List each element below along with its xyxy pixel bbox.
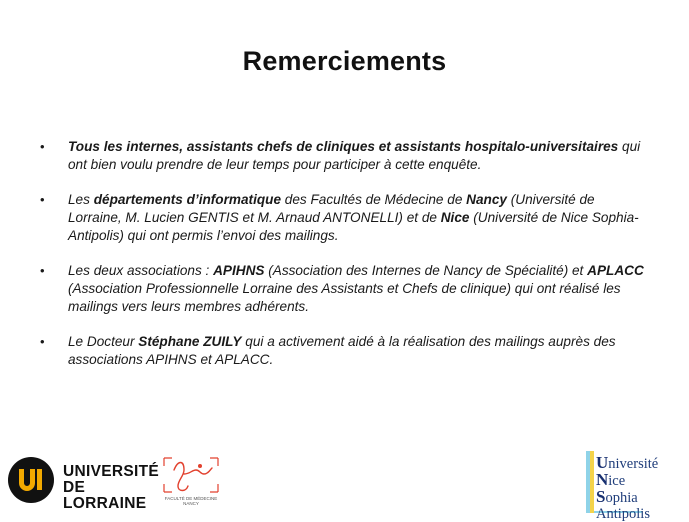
nice-wordmark — [596, 455, 686, 522]
nice-line3 — [596, 489, 686, 522]
slide-title: Remerciements — [242, 46, 447, 76]
body-text: qui a activement aidé à la réalisation des mailings auprès des associations APIHNS et APLACC. — [68, 334, 616, 367]
bullet-icon: • — [40, 192, 45, 207]
body-text: Les deux associations : — [68, 263, 214, 278]
body-text: (Université de Lorraine, M. Lucien GENTIS et M. Arnaud ANTONELLI) et de — [68, 192, 595, 225]
nice-word-niversite: niversité — [608, 456, 659, 472]
lorraine-line2: DE LORRAINE — [63, 479, 147, 512]
nice-cap-s: S — [596, 487, 606, 506]
bold-text: départements d’informatique — [93, 192, 282, 207]
universite-de-lorraine-logo — [7, 455, 160, 512]
nice-cap-n: N — [596, 470, 609, 489]
nice-line1 — [596, 455, 686, 472]
body-text: Le Docteur — [68, 334, 139, 349]
faculte-emblem-icon — [160, 452, 222, 496]
universite-nice-logo — [582, 449, 686, 522]
nice-word-ice: ice — [608, 473, 626, 489]
list-item — [40, 333, 650, 369]
faculte-caption — [160, 496, 222, 506]
bold-text: Nice — [440, 210, 470, 225]
bold-text: Stéphane ZUILY — [138, 334, 242, 349]
bold-text: Tous les internes, assistants chefs de cliniques et assistants hospitalo-universitaires — [68, 139, 619, 154]
bold-text: APIHNS — [213, 263, 265, 278]
body-text: des Facultés de Médecine de — [281, 192, 467, 207]
list-item — [40, 262, 650, 316]
acknowledgement-list — [40, 138, 650, 369]
lorraine-wordmark — [63, 464, 159, 512]
body-text: qui ont bien voulu prendre de leur temps pour participer à cette enquête. — [68, 139, 641, 172]
list-item — [40, 138, 650, 174]
bold-text: APLACC — [587, 263, 644, 278]
faculte-caption-line1: FACULTÉ DE MÉDECINE — [164, 496, 218, 501]
faculte-medecine-logo — [160, 452, 222, 512]
bullet-icon: • — [40, 334, 45, 349]
lorraine-line1: UNIVERSITÉ — [63, 463, 160, 480]
body-text: (Association des Internes de Nancy de Spécialité) et — [264, 263, 588, 278]
nice-word-ophia: ophia Antipolis — [596, 490, 650, 522]
nice-line2 — [596, 472, 686, 489]
faculte-caption-line2: NANCY — [183, 501, 199, 506]
bold-text: Nancy — [466, 192, 507, 207]
lorraine-emblem-icon — [7, 456, 55, 504]
bullet-icon: • — [40, 263, 45, 278]
body-text: (Université de Nice Sophia-Antipolis) qui ont permis l’envoi des mailings. — [68, 210, 639, 243]
list-item — [40, 191, 650, 245]
body-text: Les — [68, 192, 94, 207]
bullet-icon: • — [40, 139, 45, 154]
nice-cap-u: U — [596, 453, 609, 472]
body-text: (Association Professionnelle Lorraine des Assistants et Chefs de clinique) qui ont réalisé les mailings vers leurs membres adhérents. — [68, 281, 621, 314]
